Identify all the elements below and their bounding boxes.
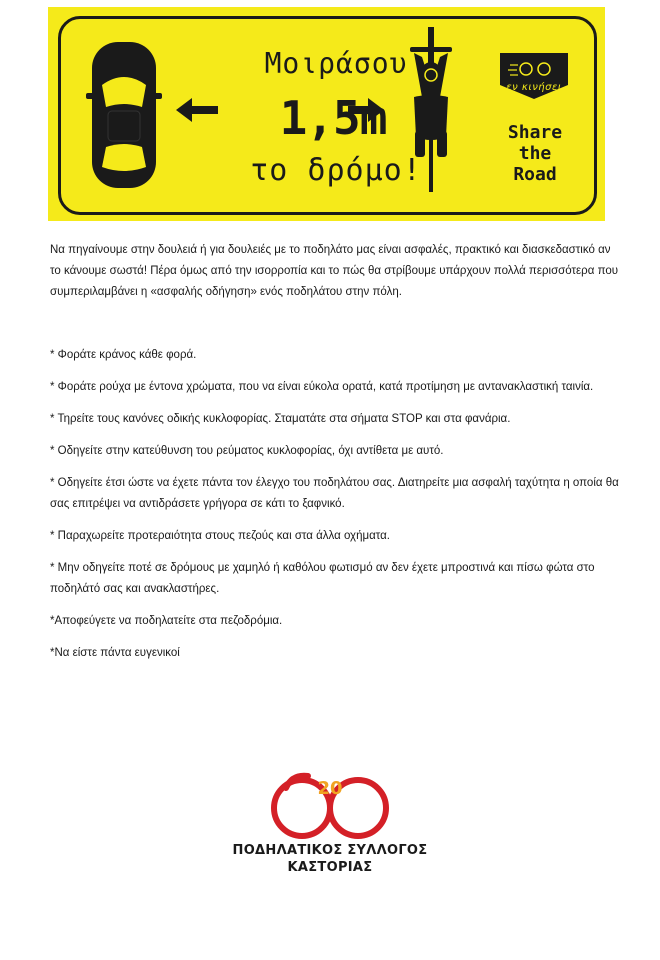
headline-distance: 1,5m [279,91,387,145]
headline-bottom: το δρόμο! [250,153,422,188]
share-line-3: Road [513,164,557,185]
car-icon [86,42,162,188]
club-name [210,842,450,876]
tip-item: * Παραχωρείτε προτεραιότητα στους πεζούς και στα άλλα οχήματα. [50,530,390,542]
tip-item: * Φοράτε ρούχα με έντονα χρώματα, που να είναι εύκολα ορατά, κατά προτίμηση με αντανακλαστική ταινία. [50,381,594,393]
tip-item: * Οδηγείτε έτσι ώστε να έχετε πάντα τον έλεγχο του ποδηλάτου σας. Διατηρείτε μια ασφαλή ταχύτητα η οποία θα σας επιτρέψει να αντιδράσετε γρήγορα σε κάτι το ξαφνικό. [50,477,619,510]
share-line-1: Share [507,122,563,143]
left-arrow-icon [176,98,218,122]
tip-item: *Αποφεύγετε να ποδηλατείτε στα πεζοδρόμια. [50,615,283,627]
headline-top: Μοιράσου [264,47,408,80]
tip-item: * Μην οδηγείτε ποτέ σε δρόμους με χαμηλό ή καθόλου φωτισμό αν δεν έχετε μπροστινά και πίσω φώτα στο ποδηλάτό σας και ανακλαστήρες. [50,562,595,595]
club-name-line-1: ΠΟΔΗΛΑΤΙΚΟΣ ΣΥΛΛΟΓΟΣ [232,843,428,858]
club-logo-icon [264,768,396,840]
club-name-line-2: ΚΑΣΤΟΡΙΑΣ [287,860,373,875]
share-line-2: the [518,143,552,164]
intro-paragraph: Να πηγαίνουμε στην δουλειά ή για δουλειές με το ποδηλάτο μας είναι ασφαλές, πρακτικό και διασκεδαστικό αν το κάνουμε σωστά! Πέρα όμως από την ισορροπία και το πώς θα στρίβουμε υπάρχουν πολλά περισσότερα που συμπεριλαμβάνει η «ασφαλής οδήγηση» ενός ποδηλάτου στην πόλη. [50,244,619,298]
badge-text: εν κινήσει [506,82,562,93]
safety-tips-list [50,345,620,675]
share-the-road [490,122,580,185]
tip-item: *Να είστε πάντα ευγενικοί [50,647,180,659]
logo-number: 20 [317,778,343,799]
share-the-road-banner [48,7,605,221]
tip-item: * Οδηγείτε στην κατεύθυνση του ρεύματος κυκλοφορίας, όχι αντίθετα με αυτό. [50,445,444,457]
tip-item: * Τηρείτε τους κανόνες οδικής κυκλοφορίας. Σταματάτε στα σήματα STOP και στα φανάρια. [50,413,511,425]
tip-item: * Φοράτε κράνος κάθε φορά. [50,349,197,361]
